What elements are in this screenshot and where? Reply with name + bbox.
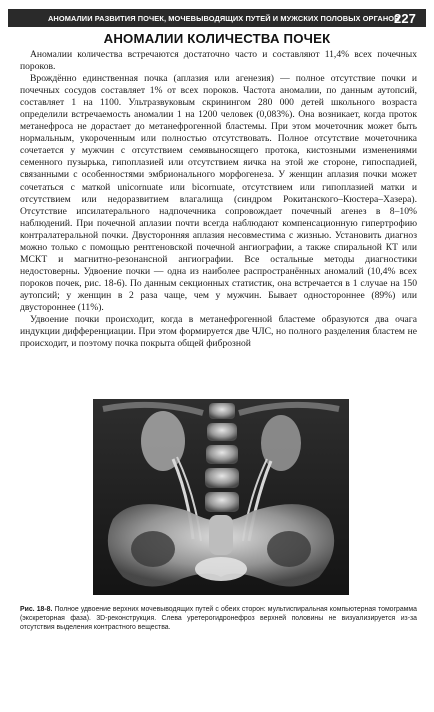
paragraph-2: Врождённо единственная почка (аплазия или агенезия) — полное отсутствие почки и почечных сосудов составляет 1% от всех пороков. Частота аномалии, по данным аутопсий, составляет 1 на 1100. Ультразвуковым скринингом 280 000 детей школьного возраста определили встречаемость аномалии 1 на 1200 человек (0,083%). Она возникает, когда проток метанефроса не дорастает до метанефрогенной бластемы. При этом мочеточник может быть нормальным, укороченным или полностью отсутствовать. Полное отсутствие мочеточника сочетается у мужчин с отсутствием семявыносящего протока, кистозными изменениями семенного пузырька, гипоплазией или отсутствием яичка на этой же стороне, гипоспадией, связанными с особенностями эмбрионального морфогенеза. У женщин аплазия почки может сочетаться с маткой unicornuate или bicornuate, отсутствием или гипоплазией матки и отсутствием или недоразвитием влагалища (синдром Рокитанского–Кюстера–Хазера). Отсутствие ипсилатерального надпочечника сопровождает почечный агенез в 8–10% наблюдений. При почечной аплазии почти всегда наблюдают компенсационную гипертрофию контралатеральной почки. Двусторонняя аплазия несовместима с жизнью. Установить диагноз можно только с помощью рентгеновской почечной ангиографии, а также спиральной КТ или МСКТ и магнитно-резонансной ангиографии. Все остальные методы диагностики недостоверны. Удвоение почки — одна из наиболее распространённых аномалий (10,4% всех пороков почек, рис. 18-6). По данным секционных статистик, она встречается в 1 случае на 150 аутопсий; у женщин в 2 раза чаще, чем у мужчин. Бывает одностороннее (89%) или двустороннее (11%).	[20, 73, 417, 313]
running-header	[8, 9, 426, 27]
page-number: 227	[394, 11, 416, 26]
paragraph-1: Аномалии количества встречаются достаточно часто и составляют 11,4% всех почечных пороков.	[20, 49, 417, 73]
figure-caption-label: Рис. 18-8.	[20, 606, 53, 613]
paragraph-3: Удвоение почки происходит, когда в метанефрогенной бластеме образуются два очага индукции дифференциации. При этом формируется две ЧЛС, но полного разделения бластем не происходит, и поэтому почка покрыта общей фиброзной	[20, 314, 417, 350]
body-text	[20, 49, 417, 350]
ct-3d-render	[93, 399, 349, 595]
ct-reconstruction-image	[93, 399, 349, 595]
running-header-text: АНОМАЛИИ РАЗВИТИЯ ПОЧЕК, МОЧЕВЫВОДЯЩИХ ПУТЕЙ И МУЖСКИХ ПОЛОВЫХ ОРГАНОВ	[48, 14, 400, 23]
section-title: АНОМАЛИИ КОЛИЧЕСТВА ПОЧЕК	[103, 31, 331, 46]
figure-caption-text: Полное удвоение верхних мочевыводящих путей с обеих сторон: мультиспиральная компьютерная томограмма (экскреторная фаза). 3D-реконструкция. Слева уретерогидронефроз верхней половины не визуализируется из-за отсутствия выделения контрастного вещества.	[20, 606, 417, 632]
figure-caption	[20, 605, 417, 633]
